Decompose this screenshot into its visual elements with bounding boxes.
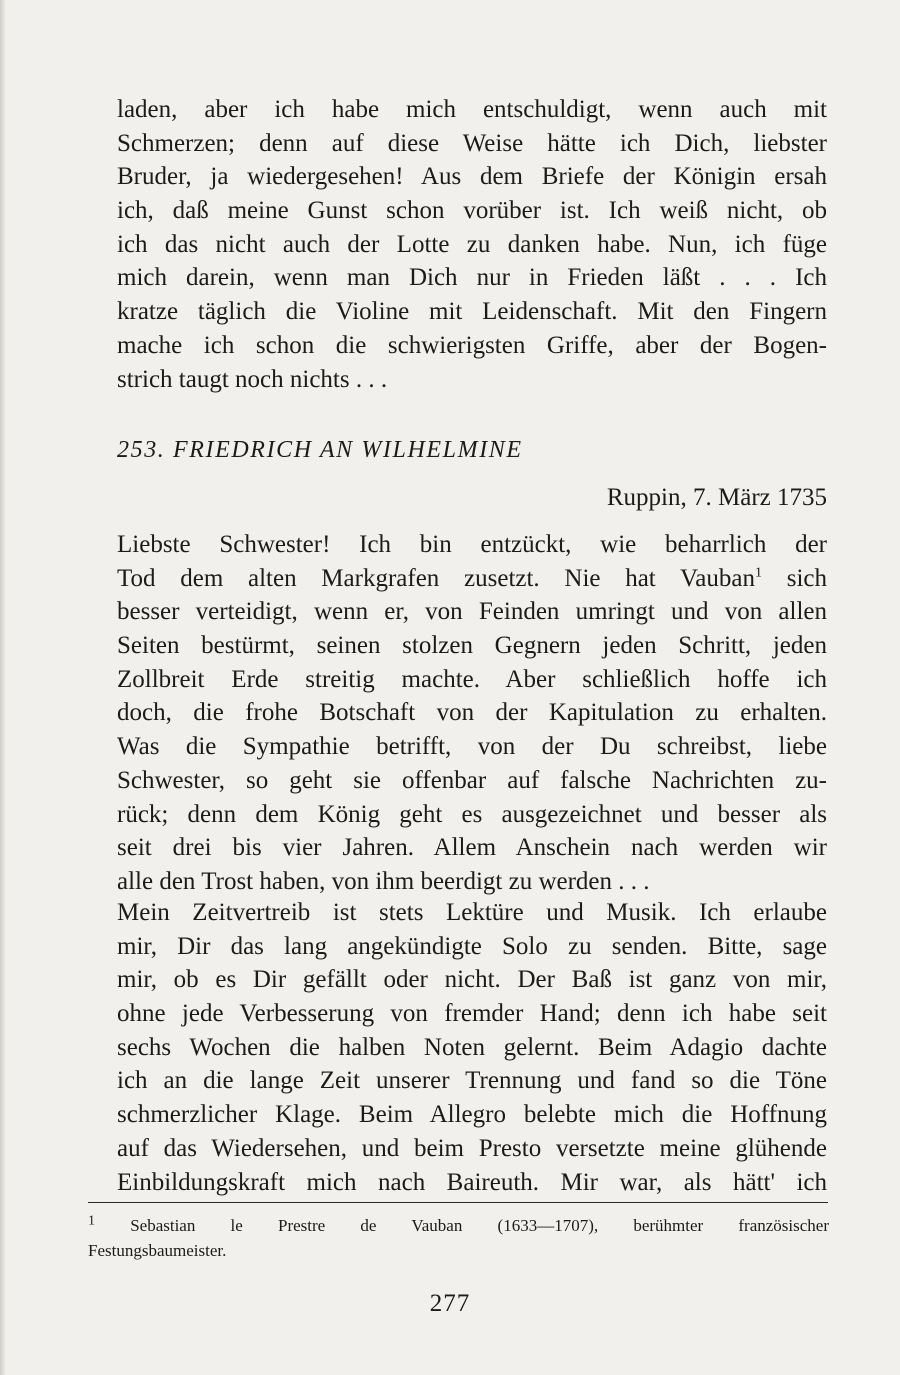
text-line: ich, daß meine Gunst schon vorüber ist. Ich weiß nicht, ob <box>117 197 827 225</box>
text-line: ich das nicht auch der Lotte zu danken habe. Nun, ich füge <box>117 230 827 258</box>
paragraph-continued <box>117 93 827 396</box>
text-line: mir, ob es Dir gefällt oder nicht. Der Baß ist ganz von mir, <box>117 966 827 994</box>
text-line: doch, die frohe Botschaft von der Kapitulation zu erhalten. <box>117 699 827 727</box>
text-line: Seiten bestürmt, seinen stolzen Gegnern jeden Schritt, jeden <box>117 632 827 660</box>
letter-paragraph-2 <box>117 896 827 1199</box>
text-line: Was die Sympathie betrifft, von der Du schreibst, liebe <box>117 733 827 761</box>
text-line: strich taugt noch nichts . . . <box>117 365 388 393</box>
footnote-line: Festungsbaumeister. <box>88 1241 227 1260</box>
footnote-separator <box>88 1202 828 1203</box>
page-binding-edge <box>0 0 6 1375</box>
letter-dateline: Ruppin, 7. März 1735 <box>606 484 827 511</box>
text-line: Bruder, ja wiedergesehen! Aus dem Briefe der Königin ersah <box>117 163 827 191</box>
text-line: schmerzlicher Klage. Beim Allegro belebte mich die Hoffnung <box>117 1101 827 1129</box>
letter-heading: 253. FRIEDRICH AN WILHELMINE <box>117 437 523 463</box>
text-line: laden, aber ich habe mich entschuldigt, wenn auch mit <box>117 96 827 123</box>
text-line: alle den Trost haben, von ihm beerdigt zu werden . . . <box>117 867 650 895</box>
text-line: seit drei bis vier Jahren. Allem Anschein nach werden wir <box>117 834 827 862</box>
footnote-marker: 1 <box>88 1213 95 1229</box>
text-line: rück; denn dem König geht es ausgezeichnet und besser als <box>117 800 827 828</box>
page-number: 277 <box>429 1290 471 1317</box>
footnote <box>88 1213 829 1263</box>
text-line-with-footnote <box>117 562 827 596</box>
text-line: Mein Zeitvertreib ist stets Lektüre und Musik. Ich erlaube <box>117 899 827 926</box>
text-line: besser verteidigt, wenn er, von Feinden umringt und von allen <box>117 598 827 626</box>
letter-paragraph-1 <box>117 528 827 899</box>
text-line: Schwester, so geht sie offenbar auf falsche Nachrichten zu- <box>117 766 827 794</box>
text-line: ohne jede Verbesserung von fremder Hand; denn ich habe seit <box>117 1000 827 1028</box>
text-line: Schmerzen; denn auf diese Weise hätte ich Dich, liebster <box>117 129 827 157</box>
text-line: mir, Dir das lang angekündigte Solo zu senden. Bitte, sage <box>117 932 827 960</box>
footnote-reference: 1 <box>755 565 762 581</box>
text-line: Einbildungskraft mich nach Baireuth. Mir war, als hätt' ich <box>117 1168 827 1196</box>
footnote-text: Sebastian le Prestre de Vauban (1633—1707), berühmter französischer <box>95 1216 829 1235</box>
text-line: mache ich schon die schwierigsten Griffe, aber der Bogen- <box>117 331 827 359</box>
text-line: Zollbreit Erde streitig machte. Aber schließlich hoffe ich <box>117 665 827 693</box>
text-line: mich darein, wenn man Dich nur in Frieden läßt . . . Ich <box>117 264 827 292</box>
text-line: ich an die lange Zeit unserer Trennung und fand so die Töne <box>117 1067 827 1095</box>
text-segment: Tod dem alten Markgrafen zusetzt. Nie hat Vauban <box>117 564 755 592</box>
text-line: sechs Wochen die halben Noten gelernt. Beim Adagio dachte <box>117 1033 827 1061</box>
footnote-line <box>88 1213 829 1238</box>
text-segment: sich <box>762 564 827 592</box>
text-line: auf das Wiedersehen, und beim Presto versetzte meine glühende <box>117 1134 827 1162</box>
text-line: Liebste Schwester! Ich bin entzückt, wie beharrlich der <box>117 531 827 558</box>
text-line: kratze täglich die Violine mit Leidenschaft. Mit den Fingern <box>117 298 827 326</box>
